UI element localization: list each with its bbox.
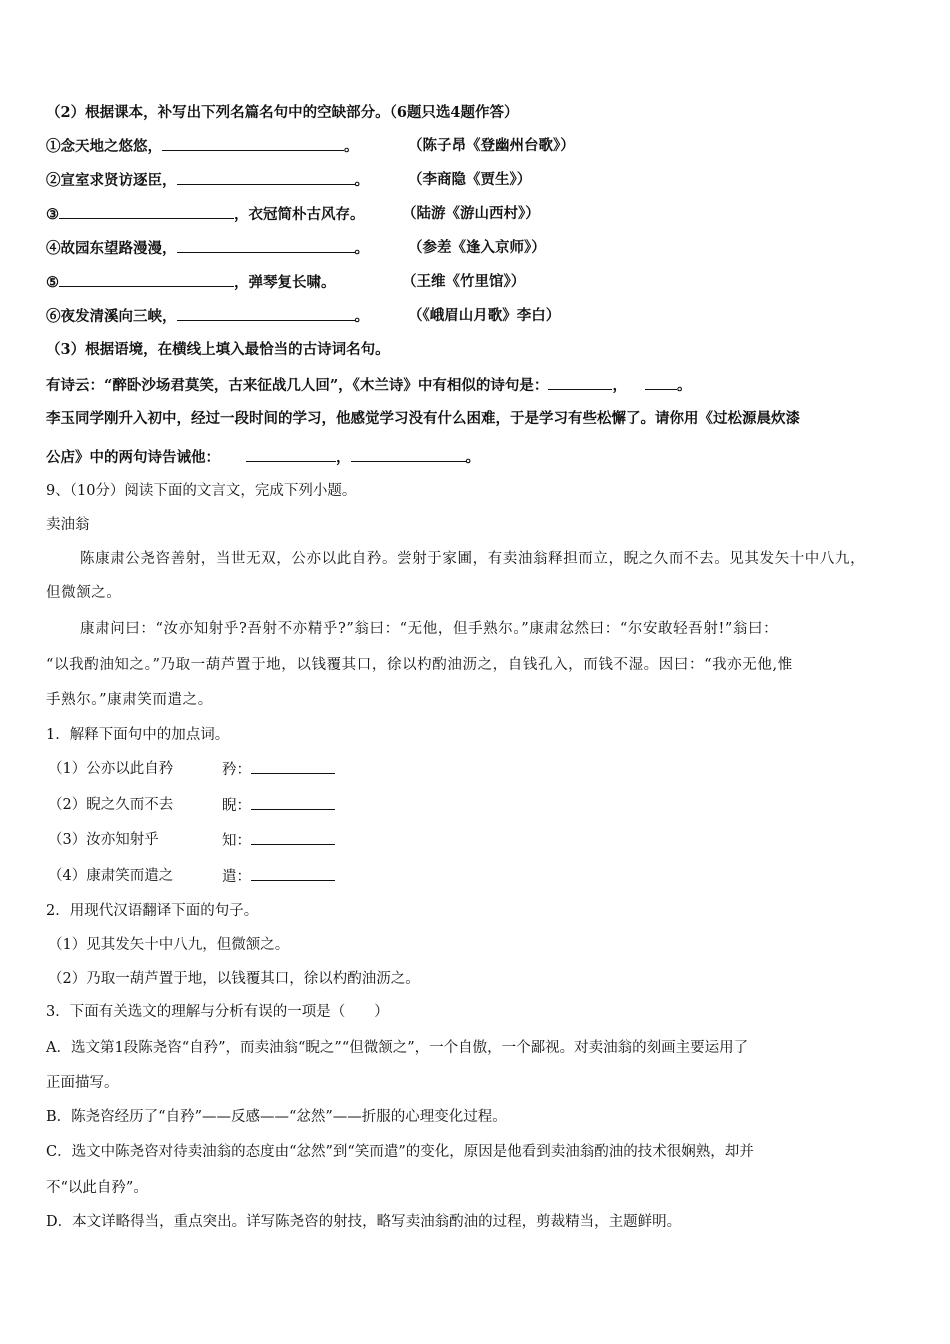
answer-blank[interactable] [177, 170, 355, 185]
fill-item-3 [46, 204, 910, 225]
answer-blank[interactable] [645, 375, 677, 390]
section3-line1 [46, 375, 910, 396]
answer-blank[interactable] [351, 447, 466, 462]
item-word: 睨： [222, 798, 251, 814]
item-post: 。 [354, 240, 369, 257]
item-sentence: （3）汝亦知射乎 [48, 832, 159, 848]
item-num: ③ [46, 206, 59, 223]
sub1-item-3 [48, 830, 251, 850]
passage-p2-line1: 康肃问曰：“汝亦知射乎?吾射不亦精乎?”翁曰：“无他，但手熟尔。”康肃忿然曰：“尔安敢轻吾射!”翁曰： [80, 621, 779, 637]
item-post: 。 [354, 172, 369, 189]
fill-item-6 [46, 306, 910, 327]
fill-item-1 [46, 136, 910, 157]
option-a-line2: 正面描写。 [46, 1075, 119, 1091]
item-pre: 念天地之悠悠， [60, 138, 162, 155]
sub2-header: 2．用现代汉语翻译下面的句子。 [46, 903, 259, 919]
item-num: ⑥ [46, 308, 61, 325]
passage-p2-line3: 手熟尔。”康肃笑而遣之。 [46, 692, 213, 708]
separator: ， [612, 377, 627, 394]
item-pre: 宣室求贤访逐臣， [60, 172, 177, 189]
option-c-line1: C．选文中陈尧咨对待卖油翁的态度由“忿然”到“笑而遣”的变化，原因是他看到卖油翁酌油的技术很娴熟，却并 [46, 1144, 754, 1160]
section3-header: （3）根据语境，在横线上填入最恰当的古诗词名句。 [46, 341, 390, 358]
item-num: ① [46, 138, 61, 155]
period: 。 [465, 449, 480, 466]
answer-blank[interactable] [59, 272, 234, 287]
passage-p2-line2: “以我酌油知之。”乃取一葫芦置于地，以钱覆其口，徐以杓酌油沥之，自钱孔入，而钱不湿。因曰：“我亦无他,惟 [46, 657, 793, 673]
passage-p1-line2: 但微颔之。 [46, 585, 122, 601]
period: 。 [676, 377, 692, 394]
item-source: （《峨眉山月歌》李白） [408, 307, 561, 324]
item-pre: 故园东望路漫漫， [60, 240, 177, 257]
answer-blank[interactable] [246, 447, 336, 462]
item-post: 。 [344, 138, 359, 155]
option-a-line1: A．选文第1段陈尧咨“自矜”，而卖油翁“睨之”“但微颔之”，一个自傲，一个鄙视。对卖油翁的刻画主要运用了 [46, 1040, 749, 1056]
option-c-line2: 不“以此自矜”。 [46, 1180, 148, 1196]
item-source: （王维《竹里馆》） [402, 273, 526, 290]
item-num: ② [46, 172, 61, 189]
answer-blank[interactable] [162, 136, 344, 151]
fill-item-2 [46, 170, 910, 191]
item-word: 矜： [222, 762, 251, 778]
item-num: ⑤ [46, 274, 59, 291]
answer-blank[interactable] [177, 306, 355, 321]
answer-blank[interactable] [251, 759, 335, 774]
q9-header: 9、（10分）阅读下面的文言文，完成下列小题。 [46, 483, 357, 499]
item-num: ④ [46, 240, 61, 257]
fill-item-5 [46, 272, 910, 293]
sub1-item-4 [48, 866, 251, 886]
sub2-item-1: （1）见其发矢十中八九，但微颔之。 [48, 937, 290, 953]
item-pre: 夜发清溪向三峡， [60, 308, 177, 325]
item-sentence: （4）康肃笑而遣之 [48, 868, 174, 884]
item-sentence: （2）睨之久而不去 [48, 797, 174, 813]
item-post: 。 [354, 308, 369, 325]
separator: ， [336, 449, 351, 466]
item-sentence: （1）公亦以此自矜 [48, 761, 174, 777]
answer-blank[interactable] [251, 830, 335, 845]
section3-line3 [46, 447, 910, 468]
item-source: （陈子昂《登幽州台歌》） [408, 137, 575, 154]
sub1-item-1 [48, 759, 251, 779]
item-source: （李商隐《贾生》） [408, 171, 532, 188]
sub2-item-2: （2）乃取一葫芦置于地，以钱覆其口，徐以杓酌油沥之。 [48, 971, 420, 987]
item-source: （参差《逢入京师》） [408, 239, 546, 256]
section3-prompt: 有诗云：“醉卧沙场君莫笑，古来征战几人回”，《木兰诗》中有相似的诗句是： [46, 377, 549, 394]
answer-blank[interactable] [548, 375, 612, 390]
answer-blank[interactable] [177, 238, 355, 253]
passage-title: 卖油翁 [46, 517, 90, 533]
sub1-item-2 [48, 795, 251, 815]
item-word: 遣： [222, 869, 251, 885]
sub1-header: 1．解释下面句中的加点词。 [46, 727, 230, 743]
section3-line2: 李玉同学刚升入初中，经过一段时间的学习，他感觉学习没有什么困难，于是学习有些松懈了。请你用《过松源晨炊漆 [46, 410, 800, 427]
answer-blank[interactable] [251, 866, 335, 881]
fill-item-4 [46, 238, 910, 259]
item-source: （陆游《游山西村》） [402, 205, 540, 222]
option-d: D．本文详略得当，重点突出。详写陈尧咨的射技，略写卖油翁酌油的过程，剪裁精当，主题鲜明。 [46, 1214, 682, 1230]
section2-header: （2）根据课本，补写出下列名篇名句中的空缺部分。（6题只选4题作答） [46, 104, 519, 121]
item-post: ，弹琴复长啸。 [234, 274, 336, 291]
passage-p1-line1: 陈康肃公尧咨善射，当世无双，公亦以此自矜。尝射于家圃，有卖油翁释担而立，睨之久而不去。见其发矢十中八九， [80, 551, 866, 567]
item-post: ，衣冠简朴古风存。 [234, 206, 365, 223]
option-b: B．陈尧咨经历了“自矜”——反感——“忿然”——折服的心理变化过程。 [46, 1109, 507, 1125]
section3-prompt: 公店》中的两句诗告诫他： [46, 449, 220, 466]
answer-blank[interactable] [251, 795, 335, 810]
sub3-header: 3．下面有关选文的理解与分析有误的一项是（ ） [46, 1004, 389, 1020]
answer-blank[interactable] [59, 204, 234, 219]
item-word: 知： [222, 833, 251, 849]
